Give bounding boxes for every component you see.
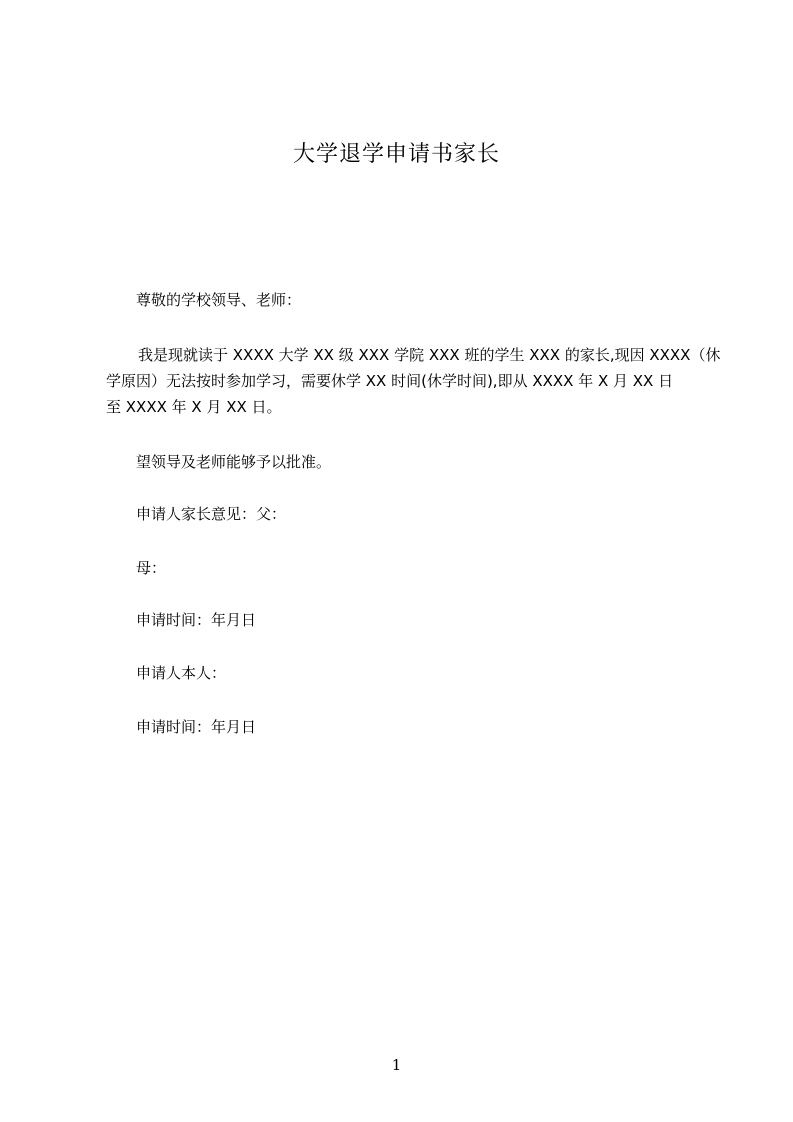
body-paragraph (106, 342, 721, 420)
body-line: 我是现就读于 XXXX 大学 XX 级 XXX 学院 XXX 班的学生 XXX 的家长,现因 XXXX（休 (138, 346, 721, 364)
parent-opinion-label: 申请人家长意见：父： (136, 505, 287, 523)
body-line: 学原因）无法按时参加学习，需要休学 XX 时间(休学时间),即从 XXXX 年 X 月 XX 日 (106, 372, 674, 390)
approval-request: 望领导及老师能够予以批准。 (136, 453, 332, 471)
applicant-label: 申请人本人： (136, 664, 227, 682)
document-title: 大学退学申请书家长 (292, 142, 500, 167)
mother-label: 母： (136, 559, 167, 577)
application-date-label: 申请时间：年月日 (136, 611, 257, 629)
salutation: 尊敬的学校领导、老师： (136, 291, 302, 309)
page-number: 1 (391, 1056, 402, 1074)
body-line: 至 XXXX 年 X 月 XX 日。 (106, 398, 282, 416)
application-date-label: 申请时间：年月日 (136, 718, 257, 736)
